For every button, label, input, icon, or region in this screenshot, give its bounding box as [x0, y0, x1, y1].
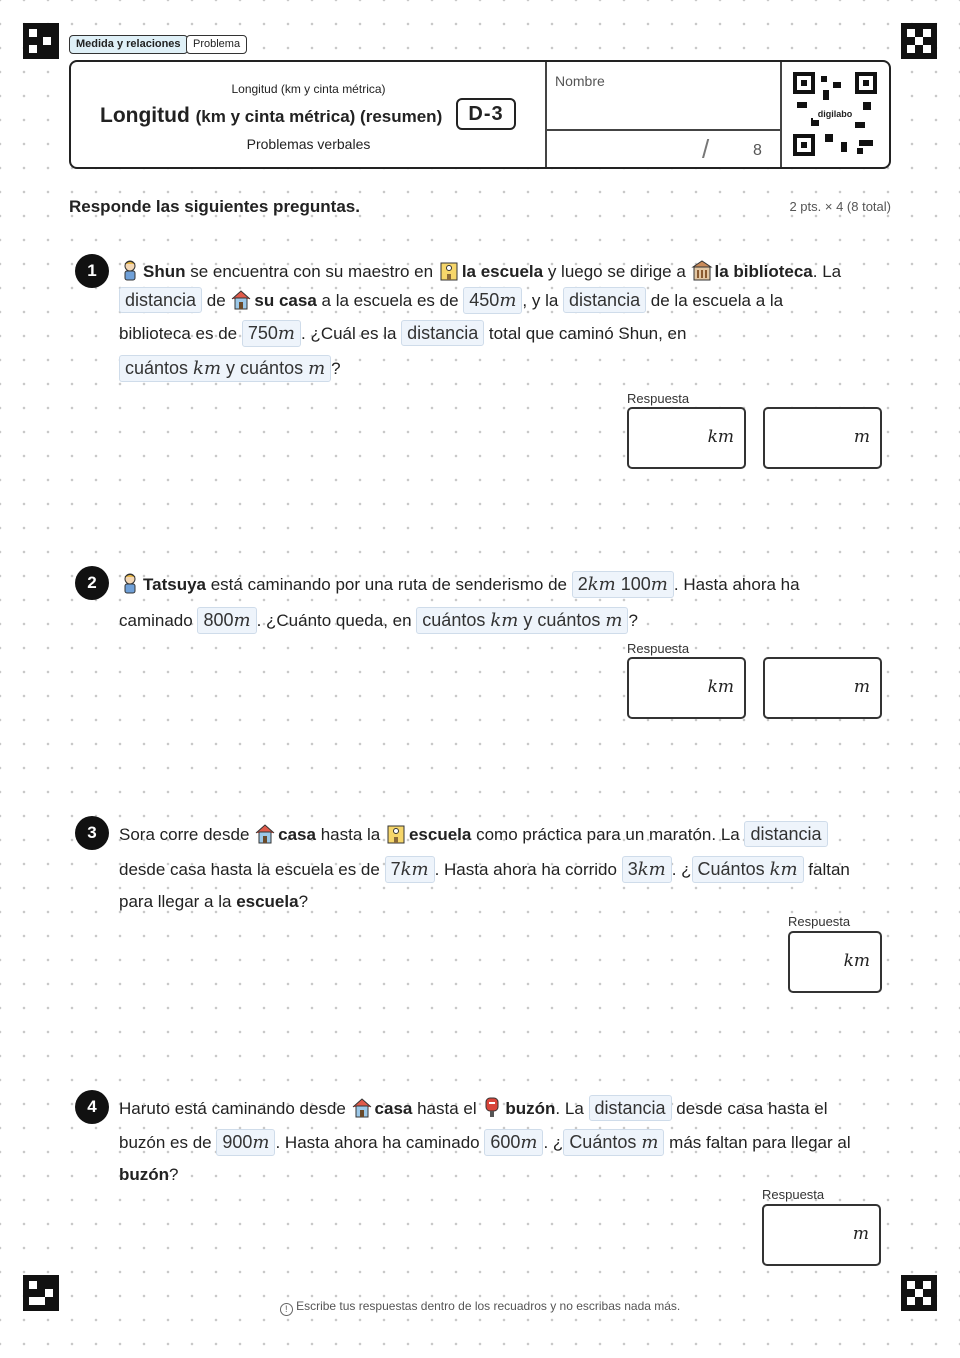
page-title [100, 104, 442, 128]
answer-box-km[interactable]: km [627, 407, 746, 469]
answer-label: Respuesta [627, 391, 690, 406]
keyword-highlight: distancia [563, 287, 646, 313]
corner-marker-top-right [901, 23, 937, 59]
question-number: 3 [75, 816, 109, 850]
keyword-highlight: distancia [401, 320, 484, 346]
question-1-line-3: biblioteca es de 750m . ¿Cuál es la distancia total que caminó Shun, en [119, 320, 686, 347]
student-icon [119, 572, 141, 594]
divider [780, 62, 782, 167]
mailbox-icon [481, 1096, 503, 1118]
house-icon [254, 822, 276, 844]
school-icon [438, 259, 460, 281]
points-info: 2 pts. × 4 (8 total) [789, 199, 891, 214]
header-caption: Problemas verbales [246, 136, 371, 152]
worksheet-code: D-3 [456, 98, 516, 130]
question-4-line-2: buzón es de 900m . Hasta ahora ha caminado 600m . ¿ Cuántos m más faltan para llegar al [119, 1129, 851, 1156]
info-icon: ! [280, 1303, 293, 1316]
question-2-line-1: Tatsuya está caminando por una ruta de senderismo de 2km 100m . Hasta ahora ha [119, 571, 800, 598]
student-icon [119, 259, 141, 281]
instructions: Responde las siguientes preguntas. [69, 197, 360, 216]
answer-label: Respuesta [762, 1187, 825, 1202]
category-tag: Medida y relaciones [69, 35, 188, 54]
keyword-highlight: distancia [119, 287, 202, 313]
qr-code [793, 72, 877, 156]
question-number: 4 [75, 1090, 109, 1124]
question-3-line-2: desde casa hasta la escuela es de 7km . Hasta ahora ha corrido 3km . ¿ Cuántos km faltan [119, 856, 850, 883]
name-field[interactable] [547, 70, 778, 128]
answer-box-m[interactable]: m [763, 657, 882, 719]
question-number: 2 [75, 566, 109, 600]
house-icon [351, 1096, 373, 1118]
question-1-line-4: cuántos km y cuántos m ? [119, 355, 341, 382]
answer-box-m[interactable]: m [762, 1204, 881, 1266]
score-slash: / [702, 134, 710, 164]
title-paren: (km y cinta métrica) (resumen) [195, 107, 443, 126]
question-3-line-3: para llegar a la escuela? [119, 892, 309, 911]
divider [545, 129, 780, 131]
question-3-line-1: Sora corre desde casa hasta la escuela como práctica para un maratón. La distancia [119, 821, 828, 848]
question-4-line-3: buzón? [119, 1165, 179, 1184]
question-2-line-2: caminado 800m . ¿Cuánto queda, en cuántos km y cuántos m ? [119, 607, 638, 634]
qr-label: digilabo [813, 108, 857, 120]
question-number: 1 [75, 254, 109, 288]
question-1-line-1: Shun se encuentra con su maestro en la escuela y luego se dirige a la biblioteca. La [119, 259, 841, 285]
keyword-highlight: distancia [744, 821, 827, 847]
answer-label: Respuesta [627, 641, 690, 656]
header-subtitle: Longitud (km y cinta métrica) [231, 82, 386, 96]
question-4-line-1: Haruto está caminando desde casa hasta el buzón. La distancia desde casa hasta el [119, 1095, 828, 1122]
answer-label: Respuesta [788, 914, 851, 929]
keyword-highlight: distancia [589, 1095, 672, 1121]
title-main: Longitud [100, 104, 190, 127]
corner-marker-top-left [23, 23, 59, 59]
type-tag: Problema [186, 35, 247, 54]
score-total: 8 [753, 142, 762, 159]
school-icon [385, 822, 407, 844]
library-icon [691, 259, 713, 281]
worksheet-header [69, 60, 891, 169]
footer-note: ! Escribe tus respuestas dentro de los recuadros y no escribas nada más. [0, 1299, 960, 1316]
answer-box-km[interactable]: km [627, 657, 746, 719]
answer-box-m[interactable]: m [763, 407, 882, 469]
house-icon [230, 288, 252, 310]
name-label: Nombre [555, 73, 605, 89]
answer-box-km[interactable]: km [788, 931, 882, 993]
question-1-line-2: distancia de su casa a la escuela es de 450m , y la distancia de la escuela a la [119, 287, 783, 314]
